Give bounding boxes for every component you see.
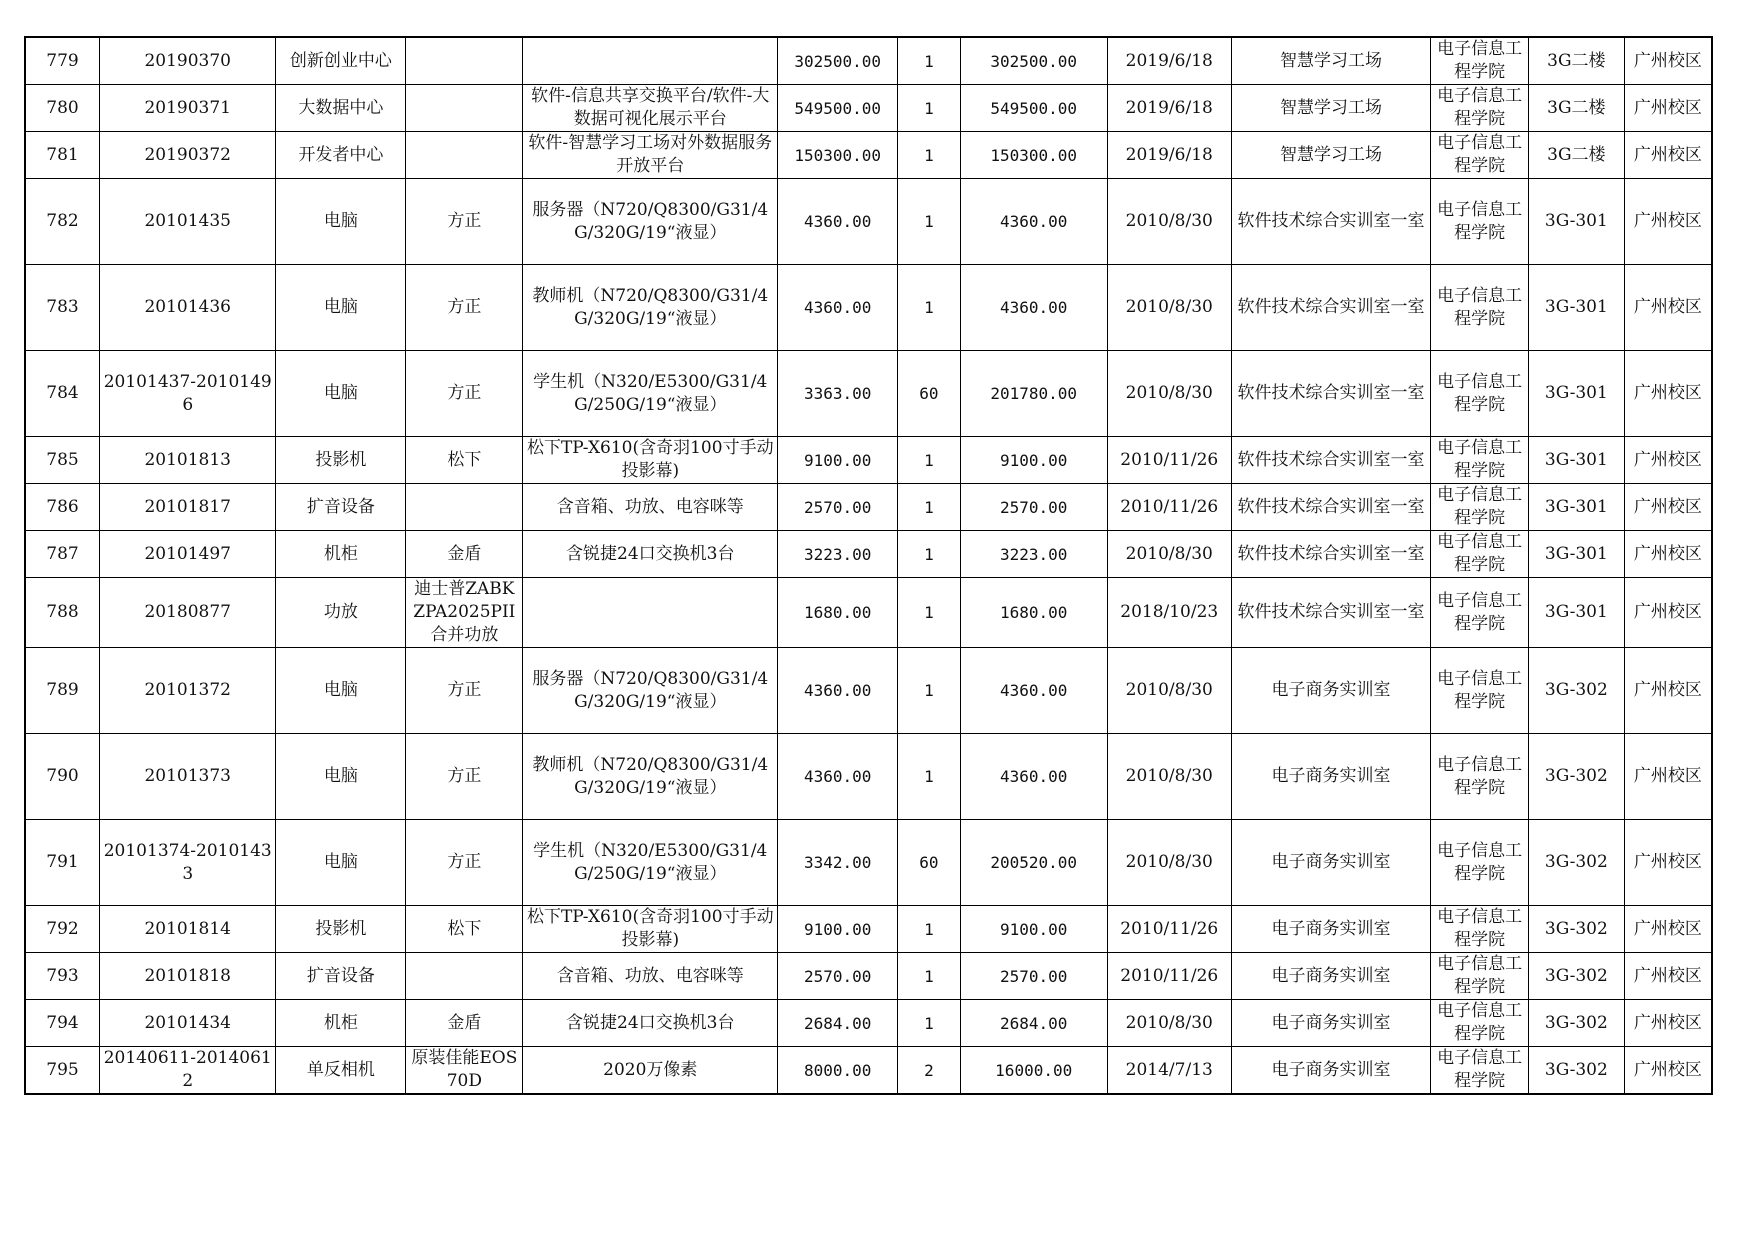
unit-price-cell: 4360.00: [778, 734, 898, 820]
row-number-cell: 780: [25, 85, 100, 132]
purchase-date-cell: 2010/11/26: [1107, 484, 1231, 531]
room-cell: 3G-302: [1529, 906, 1625, 953]
unit-price-cell: 4360.00: [778, 265, 898, 351]
department-cell: 电子信息工程学院: [1431, 820, 1529, 906]
brand-cell: 原装佳能EOS 70D: [406, 1047, 523, 1095]
location-cell: 软件技术综合实训室一室: [1231, 437, 1431, 484]
room-cell: 3G-301: [1529, 179, 1625, 265]
spec-cell: 学生机（N320/E5300/G31/4G/250G/19“液显）: [523, 820, 778, 906]
department-cell: 电子信息工程学院: [1431, 1000, 1529, 1047]
room-cell: 3G-301: [1529, 531, 1625, 578]
brand-cell: 方正: [406, 265, 523, 351]
campus-cell: 广州校区: [1624, 734, 1712, 820]
row-number-cell: 791: [25, 820, 100, 906]
row-number-cell: 781: [25, 132, 100, 179]
purchase-date-cell: 2010/8/30: [1107, 351, 1231, 437]
total-amount-cell: 9100.00: [960, 906, 1107, 953]
asset-name-cell: 开发者中心: [276, 132, 406, 179]
table-row: [25, 734, 1712, 820]
room-cell: 3G二楼: [1529, 132, 1625, 179]
quantity-cell: 1: [898, 1000, 960, 1047]
asset-id-cell: 20101434: [100, 1000, 276, 1047]
campus-cell: 广州校区: [1624, 820, 1712, 906]
brand-cell: 松下: [406, 906, 523, 953]
asset-id-cell: 20140611-20140612: [100, 1047, 276, 1095]
campus-cell: 广州校区: [1624, 484, 1712, 531]
asset-name-cell: 大数据中心: [276, 85, 406, 132]
department-cell: 电子信息工程学院: [1431, 265, 1529, 351]
unit-price-cell: 2570.00: [778, 484, 898, 531]
campus-cell: 广州校区: [1624, 179, 1712, 265]
quantity-cell: 1: [898, 85, 960, 132]
location-cell: 电子商务实训室: [1231, 1047, 1431, 1095]
table-row: [25, 953, 1712, 1000]
campus-cell: 广州校区: [1624, 1000, 1712, 1047]
brand-cell: [406, 953, 523, 1000]
brand-cell: 方正: [406, 820, 523, 906]
location-cell: 智慧学习工场: [1231, 85, 1431, 132]
asset-name-cell: 电脑: [276, 734, 406, 820]
purchase-date-cell: 2010/8/30: [1107, 179, 1231, 265]
total-amount-cell: 201780.00: [960, 351, 1107, 437]
unit-price-cell: 3223.00: [778, 531, 898, 578]
department-cell: 电子信息工程学院: [1431, 648, 1529, 734]
total-amount-cell: 3223.00: [960, 531, 1107, 578]
asset-id-cell: 20101817: [100, 484, 276, 531]
purchase-date-cell: 2010/8/30: [1107, 265, 1231, 351]
table-row: [25, 265, 1712, 351]
row-number-cell: 792: [25, 906, 100, 953]
total-amount-cell: 4360.00: [960, 265, 1107, 351]
brand-cell: 方正: [406, 648, 523, 734]
table-row: [25, 1047, 1712, 1095]
asset-name-cell: 机柜: [276, 1000, 406, 1047]
table-row: [25, 132, 1712, 179]
spec-cell: 含音箱、功放、电容咪等: [523, 484, 778, 531]
row-number-cell: 789: [25, 648, 100, 734]
location-cell: 智慧学习工场: [1231, 37, 1431, 85]
total-amount-cell: 200520.00: [960, 820, 1107, 906]
unit-price-cell: 4360.00: [778, 179, 898, 265]
department-cell: 电子信息工程学院: [1431, 437, 1529, 484]
purchase-date-cell: 2018/10/23: [1107, 578, 1231, 648]
purchase-date-cell: 2010/11/26: [1107, 953, 1231, 1000]
unit-price-cell: 2684.00: [778, 1000, 898, 1047]
brand-cell: [406, 484, 523, 531]
asset-id-cell: 20101814: [100, 906, 276, 953]
campus-cell: 广州校区: [1624, 351, 1712, 437]
location-cell: 电子商务实训室: [1231, 906, 1431, 953]
row-number-cell: 782: [25, 179, 100, 265]
total-amount-cell: 2570.00: [960, 484, 1107, 531]
asset-name-cell: 机柜: [276, 531, 406, 578]
unit-price-cell: 2570.00: [778, 953, 898, 1000]
quantity-cell: 1: [898, 648, 960, 734]
spec-cell: 教师机（N720/Q8300/G31/4G/320G/19“液显）: [523, 734, 778, 820]
location-cell: 软件技术综合实训室一室: [1231, 351, 1431, 437]
asset-id-cell: 20101374-20101433: [100, 820, 276, 906]
table-row: [25, 437, 1712, 484]
unit-price-cell: 549500.00: [778, 85, 898, 132]
row-number-cell: 793: [25, 953, 100, 1000]
asset-name-cell: 创新创业中心: [276, 37, 406, 85]
unit-price-cell: 3342.00: [778, 820, 898, 906]
total-amount-cell: 549500.00: [960, 85, 1107, 132]
asset-name-cell: 扩音设备: [276, 484, 406, 531]
department-cell: 电子信息工程学院: [1431, 484, 1529, 531]
campus-cell: 广州校区: [1624, 1047, 1712, 1095]
location-cell: 软件技术综合实训室一室: [1231, 578, 1431, 648]
asset-name-cell: 电脑: [276, 179, 406, 265]
spec-cell: 服务器（N720/Q8300/G31/4G/320G/19“液显）: [523, 648, 778, 734]
room-cell: 3G-301: [1529, 484, 1625, 531]
spec-cell: 松下TP-X610(含奇羽100寸手动投影幕): [523, 437, 778, 484]
location-cell: 软件技术综合实训室一室: [1231, 484, 1431, 531]
room-cell: 3G-302: [1529, 648, 1625, 734]
total-amount-cell: 4360.00: [960, 179, 1107, 265]
campus-cell: 广州校区: [1624, 953, 1712, 1000]
asset-name-cell: 单反相机: [276, 1047, 406, 1095]
total-amount-cell: 1680.00: [960, 578, 1107, 648]
brand-cell: [406, 85, 523, 132]
quantity-cell: 60: [898, 351, 960, 437]
total-amount-cell: 9100.00: [960, 437, 1107, 484]
department-cell: 电子信息工程学院: [1431, 132, 1529, 179]
asset-id-cell: 20101497: [100, 531, 276, 578]
purchase-date-cell: 2019/6/18: [1107, 85, 1231, 132]
table-row: [25, 85, 1712, 132]
asset-name-cell: 投影机: [276, 906, 406, 953]
spec-cell: 软件-信息共享交换平台/软件-大数据可视化展示平台: [523, 85, 778, 132]
quantity-cell: 2: [898, 1047, 960, 1095]
brand-cell: 金盾: [406, 531, 523, 578]
brand-cell: 金盾: [406, 1000, 523, 1047]
campus-cell: 广州校区: [1624, 85, 1712, 132]
department-cell: 电子信息工程学院: [1431, 351, 1529, 437]
campus-cell: 广州校区: [1624, 578, 1712, 648]
unit-price-cell: 9100.00: [778, 906, 898, 953]
purchase-date-cell: 2010/11/26: [1107, 906, 1231, 953]
table-row: [25, 648, 1712, 734]
unit-price-cell: 150300.00: [778, 132, 898, 179]
total-amount-cell: 4360.00: [960, 648, 1107, 734]
asset-id-cell: 20190372: [100, 132, 276, 179]
campus-cell: 广州校区: [1624, 265, 1712, 351]
department-cell: 电子信息工程学院: [1431, 1047, 1529, 1095]
quantity-cell: 1: [898, 132, 960, 179]
purchase-date-cell: 2014/7/13: [1107, 1047, 1231, 1095]
purchase-date-cell: 2010/8/30: [1107, 648, 1231, 734]
quantity-cell: 1: [898, 906, 960, 953]
purchase-date-cell: 2010/8/30: [1107, 820, 1231, 906]
spec-cell: 2020万像素: [523, 1047, 778, 1095]
row-number-cell: 779: [25, 37, 100, 85]
row-number-cell: 784: [25, 351, 100, 437]
table-row: [25, 37, 1712, 85]
asset-id-cell: 20101373: [100, 734, 276, 820]
table-row: [25, 1000, 1712, 1047]
asset-name-cell: 电脑: [276, 648, 406, 734]
quantity-cell: 1: [898, 265, 960, 351]
room-cell: 3G二楼: [1529, 85, 1625, 132]
brand-cell: [406, 132, 523, 179]
unit-price-cell: 8000.00: [778, 1047, 898, 1095]
room-cell: 3G-301: [1529, 578, 1625, 648]
room-cell: 3G-302: [1529, 734, 1625, 820]
quantity-cell: 1: [898, 179, 960, 265]
spec-cell: 服务器（N720/Q8300/G31/4G/320G/19“液显）: [523, 179, 778, 265]
total-amount-cell: 2570.00: [960, 953, 1107, 1000]
asset-name-cell: 功放: [276, 578, 406, 648]
table-row: [25, 484, 1712, 531]
spec-cell: [523, 578, 778, 648]
brand-cell: 松下: [406, 437, 523, 484]
unit-price-cell: 302500.00: [778, 37, 898, 85]
row-number-cell: 783: [25, 265, 100, 351]
total-amount-cell: 150300.00: [960, 132, 1107, 179]
room-cell: 3G-301: [1529, 351, 1625, 437]
row-number-cell: 788: [25, 578, 100, 648]
department-cell: 电子信息工程学院: [1431, 578, 1529, 648]
table-row: [25, 179, 1712, 265]
row-number-cell: 787: [25, 531, 100, 578]
location-cell: 智慧学习工场: [1231, 132, 1431, 179]
asset-name-cell: 电脑: [276, 820, 406, 906]
campus-cell: 广州校区: [1624, 437, 1712, 484]
asset-id-cell: 20101372: [100, 648, 276, 734]
room-cell: 3G-302: [1529, 953, 1625, 1000]
location-cell: 软件技术综合实训室一室: [1231, 531, 1431, 578]
brand-cell: [406, 37, 523, 85]
unit-price-cell: 9100.00: [778, 437, 898, 484]
row-number-cell: 795: [25, 1047, 100, 1095]
row-number-cell: 790: [25, 734, 100, 820]
brand-cell: 方正: [406, 351, 523, 437]
purchase-date-cell: 2010/8/30: [1107, 531, 1231, 578]
room-cell: 3G-302: [1529, 820, 1625, 906]
campus-cell: 广州校区: [1624, 132, 1712, 179]
spec-cell: 学生机（N320/E5300/G31/4G/250G/19“液显）: [523, 351, 778, 437]
table-row: [25, 351, 1712, 437]
location-cell: 软件技术综合实训室一室: [1231, 265, 1431, 351]
purchase-date-cell: 2010/8/30: [1107, 1000, 1231, 1047]
total-amount-cell: 302500.00: [960, 37, 1107, 85]
asset-name-cell: 电脑: [276, 265, 406, 351]
location-cell: 电子商务实训室: [1231, 734, 1431, 820]
location-cell: 电子商务实训室: [1231, 1000, 1431, 1047]
spec-cell: [523, 37, 778, 85]
department-cell: 电子信息工程学院: [1431, 85, 1529, 132]
asset-id-cell: 20101436: [100, 265, 276, 351]
room-cell: 3G-302: [1529, 1000, 1625, 1047]
row-number-cell: 786: [25, 484, 100, 531]
location-cell: 电子商务实训室: [1231, 820, 1431, 906]
brand-cell: 方正: [406, 734, 523, 820]
department-cell: 电子信息工程学院: [1431, 37, 1529, 85]
asset-table: [24, 36, 1713, 1095]
campus-cell: 广州校区: [1624, 906, 1712, 953]
asset-id-cell: 20190370: [100, 37, 276, 85]
campus-cell: 广州校区: [1624, 37, 1712, 85]
quantity-cell: 1: [898, 953, 960, 1000]
quantity-cell: 1: [898, 37, 960, 85]
table-row: [25, 531, 1712, 578]
brand-cell: 迪士普ZABKZPA2025PII合并功放: [406, 578, 523, 648]
quantity-cell: 1: [898, 578, 960, 648]
asset-id-cell: 20190371: [100, 85, 276, 132]
asset-id-cell: 20101813: [100, 437, 276, 484]
asset-id-cell: 20180877: [100, 578, 276, 648]
total-amount-cell: 4360.00: [960, 734, 1107, 820]
department-cell: 电子信息工程学院: [1431, 179, 1529, 265]
quantity-cell: 1: [898, 437, 960, 484]
quantity-cell: 1: [898, 484, 960, 531]
campus-cell: 广州校区: [1624, 648, 1712, 734]
purchase-date-cell: 2010/11/26: [1107, 437, 1231, 484]
unit-price-cell: 3363.00: [778, 351, 898, 437]
asset-name-cell: 投影机: [276, 437, 406, 484]
unit-price-cell: 4360.00: [778, 648, 898, 734]
row-number-cell: 794: [25, 1000, 100, 1047]
table-row: [25, 906, 1712, 953]
spec-cell: 含锐捷24口交换机3台: [523, 1000, 778, 1047]
asset-id-cell: 20101437-20101496: [100, 351, 276, 437]
table-row: [25, 578, 1712, 648]
location-cell: 电子商务实训室: [1231, 953, 1431, 1000]
asset-id-cell: 20101435: [100, 179, 276, 265]
room-cell: 3G-301: [1529, 265, 1625, 351]
quantity-cell: 60: [898, 820, 960, 906]
department-cell: 电子信息工程学院: [1431, 531, 1529, 578]
location-cell: 软件技术综合实训室一室: [1231, 179, 1431, 265]
room-cell: 3G-302: [1529, 1047, 1625, 1095]
quantity-cell: 1: [898, 734, 960, 820]
spec-cell: 松下TP-X610(含奇羽100寸手动投影幕): [523, 906, 778, 953]
purchase-date-cell: 2019/6/18: [1107, 37, 1231, 85]
spec-cell: 软件-智慧学习工场对外数据服务开放平台: [523, 132, 778, 179]
asset-name-cell: 扩音设备: [276, 953, 406, 1000]
total-amount-cell: 16000.00: [960, 1047, 1107, 1095]
brand-cell: 方正: [406, 179, 523, 265]
location-cell: 电子商务实训室: [1231, 648, 1431, 734]
asset-id-cell: 20101818: [100, 953, 276, 1000]
total-amount-cell: 2684.00: [960, 1000, 1107, 1047]
row-number-cell: 785: [25, 437, 100, 484]
quantity-cell: 1: [898, 531, 960, 578]
spec-cell: 教师机（N720/Q8300/G31/4G/320G/19“液显）: [523, 265, 778, 351]
room-cell: 3G二楼: [1529, 37, 1625, 85]
purchase-date-cell: 2010/8/30: [1107, 734, 1231, 820]
department-cell: 电子信息工程学院: [1431, 906, 1529, 953]
department-cell: 电子信息工程学院: [1431, 953, 1529, 1000]
purchase-date-cell: 2019/6/18: [1107, 132, 1231, 179]
spec-cell: 含音箱、功放、电容咪等: [523, 953, 778, 1000]
spec-cell: 含锐捷24口交换机3台: [523, 531, 778, 578]
unit-price-cell: 1680.00: [778, 578, 898, 648]
table-row: [25, 820, 1712, 906]
asset-name-cell: 电脑: [276, 351, 406, 437]
campus-cell: 广州校区: [1624, 531, 1712, 578]
department-cell: 电子信息工程学院: [1431, 734, 1529, 820]
room-cell: 3G-301: [1529, 437, 1625, 484]
